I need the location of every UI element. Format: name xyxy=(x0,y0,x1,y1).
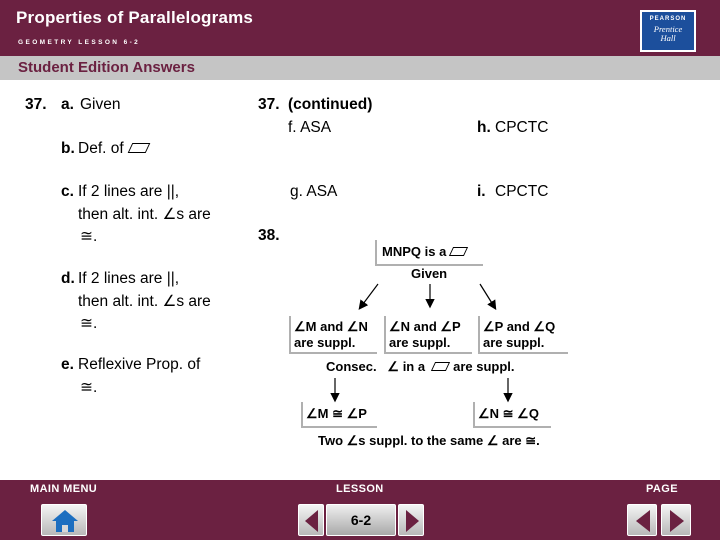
continued-label: (continued) xyxy=(288,96,373,113)
item-37-number: 37. xyxy=(25,96,47,113)
item-d-line2: then alt. int. ∠s are xyxy=(78,293,211,310)
item-h-label: h. xyxy=(477,119,491,136)
diagram-given: Given xyxy=(411,266,448,281)
box-pq-line2: are suppl. xyxy=(483,335,545,350)
item-d-label: d. xyxy=(61,270,75,287)
box-mn-line2: are suppl. xyxy=(294,335,356,350)
consec-suppl: are suppl. xyxy=(453,359,515,374)
triangle-right-icon xyxy=(399,505,425,537)
parallelogram-icon xyxy=(431,362,450,371)
logo-bottom-text-1: Prentice xyxy=(653,24,683,34)
lesson-previous-button[interactable] xyxy=(298,504,324,536)
page-subtitle: GEOMETRY LESSON 6-2 xyxy=(18,39,141,46)
item-37-continued-number: 37. xyxy=(258,96,280,113)
lesson-number: 6-2 xyxy=(350,512,372,528)
triangle-left-icon xyxy=(299,505,325,537)
page-title: Properties of Parallelograms xyxy=(16,8,254,27)
consec-word: Consec. xyxy=(326,359,377,374)
item-b-words: Def. of xyxy=(78,140,124,157)
item-f-text: f. ASA xyxy=(288,119,332,136)
home-button[interactable] xyxy=(41,504,87,536)
home-icon xyxy=(42,505,88,537)
lesson-label: LESSON xyxy=(336,483,384,495)
consecutive-angles-statement xyxy=(326,359,515,375)
item-38-number: 38. xyxy=(258,227,280,244)
item-i-label: i. xyxy=(477,183,486,200)
item-e-line2: ≅. xyxy=(80,379,98,396)
box-np-line1: ∠N and ∠P xyxy=(389,319,461,334)
result-nq-text: ∠N ≅ ∠Q xyxy=(478,406,539,421)
arrow-to-box1 xyxy=(360,284,378,308)
item-e-label: e. xyxy=(61,356,74,373)
diagram-conclusion: Two ∠s suppl. to the same ∠ are ≅. xyxy=(318,433,540,448)
page-previous-button[interactable] xyxy=(627,504,657,536)
arrow-to-box3 xyxy=(480,284,495,308)
item-e-line1: Reflexive Prop. of xyxy=(78,356,201,373)
triangle-right-icon xyxy=(662,505,692,537)
section-banner-label: Student Edition Answers xyxy=(18,59,195,76)
logo-top-text: PEARSON xyxy=(649,16,687,22)
item-c-line1: If 2 lines are ||, xyxy=(78,183,180,200)
item-g-text: g. ASA xyxy=(290,183,338,200)
item-c-line2: then alt. int. ∠s are xyxy=(78,206,211,223)
lesson-next-button[interactable] xyxy=(398,504,424,536)
box-np-line2: are suppl. xyxy=(389,335,451,350)
item-c-label: c. xyxy=(61,183,74,200)
main-menu-label: MAIN MENU xyxy=(30,483,98,495)
page-next-button[interactable] xyxy=(661,504,691,536)
item-d-line1: If 2 lines are ||, xyxy=(78,270,180,287)
item-d-line3: ≅. xyxy=(80,315,98,332)
diagram-top-text: MNPQ is a xyxy=(382,244,447,259)
item-b-label: b. xyxy=(61,140,75,157)
box-mn-line1: ∠M and ∠N xyxy=(294,319,368,334)
consec-angle-in: ∠ in a xyxy=(387,359,426,374)
triangle-left-icon xyxy=(628,505,658,537)
item-a-text: Given xyxy=(80,96,121,113)
item-i-text: CPCTC xyxy=(495,183,549,200)
lesson-number-button[interactable] xyxy=(326,504,396,536)
logo-bottom-text-2: Hall xyxy=(660,33,676,43)
result-mp-text: ∠M ≅ ∠P xyxy=(306,406,367,421)
page-label: PAGE xyxy=(646,483,678,495)
item-h-text: CPCTC xyxy=(495,119,549,136)
item-c-line3: ≅. xyxy=(80,228,98,245)
item-a-label: a. xyxy=(61,96,74,113)
box-pq-line1: ∠P and ∠Q xyxy=(483,319,556,334)
